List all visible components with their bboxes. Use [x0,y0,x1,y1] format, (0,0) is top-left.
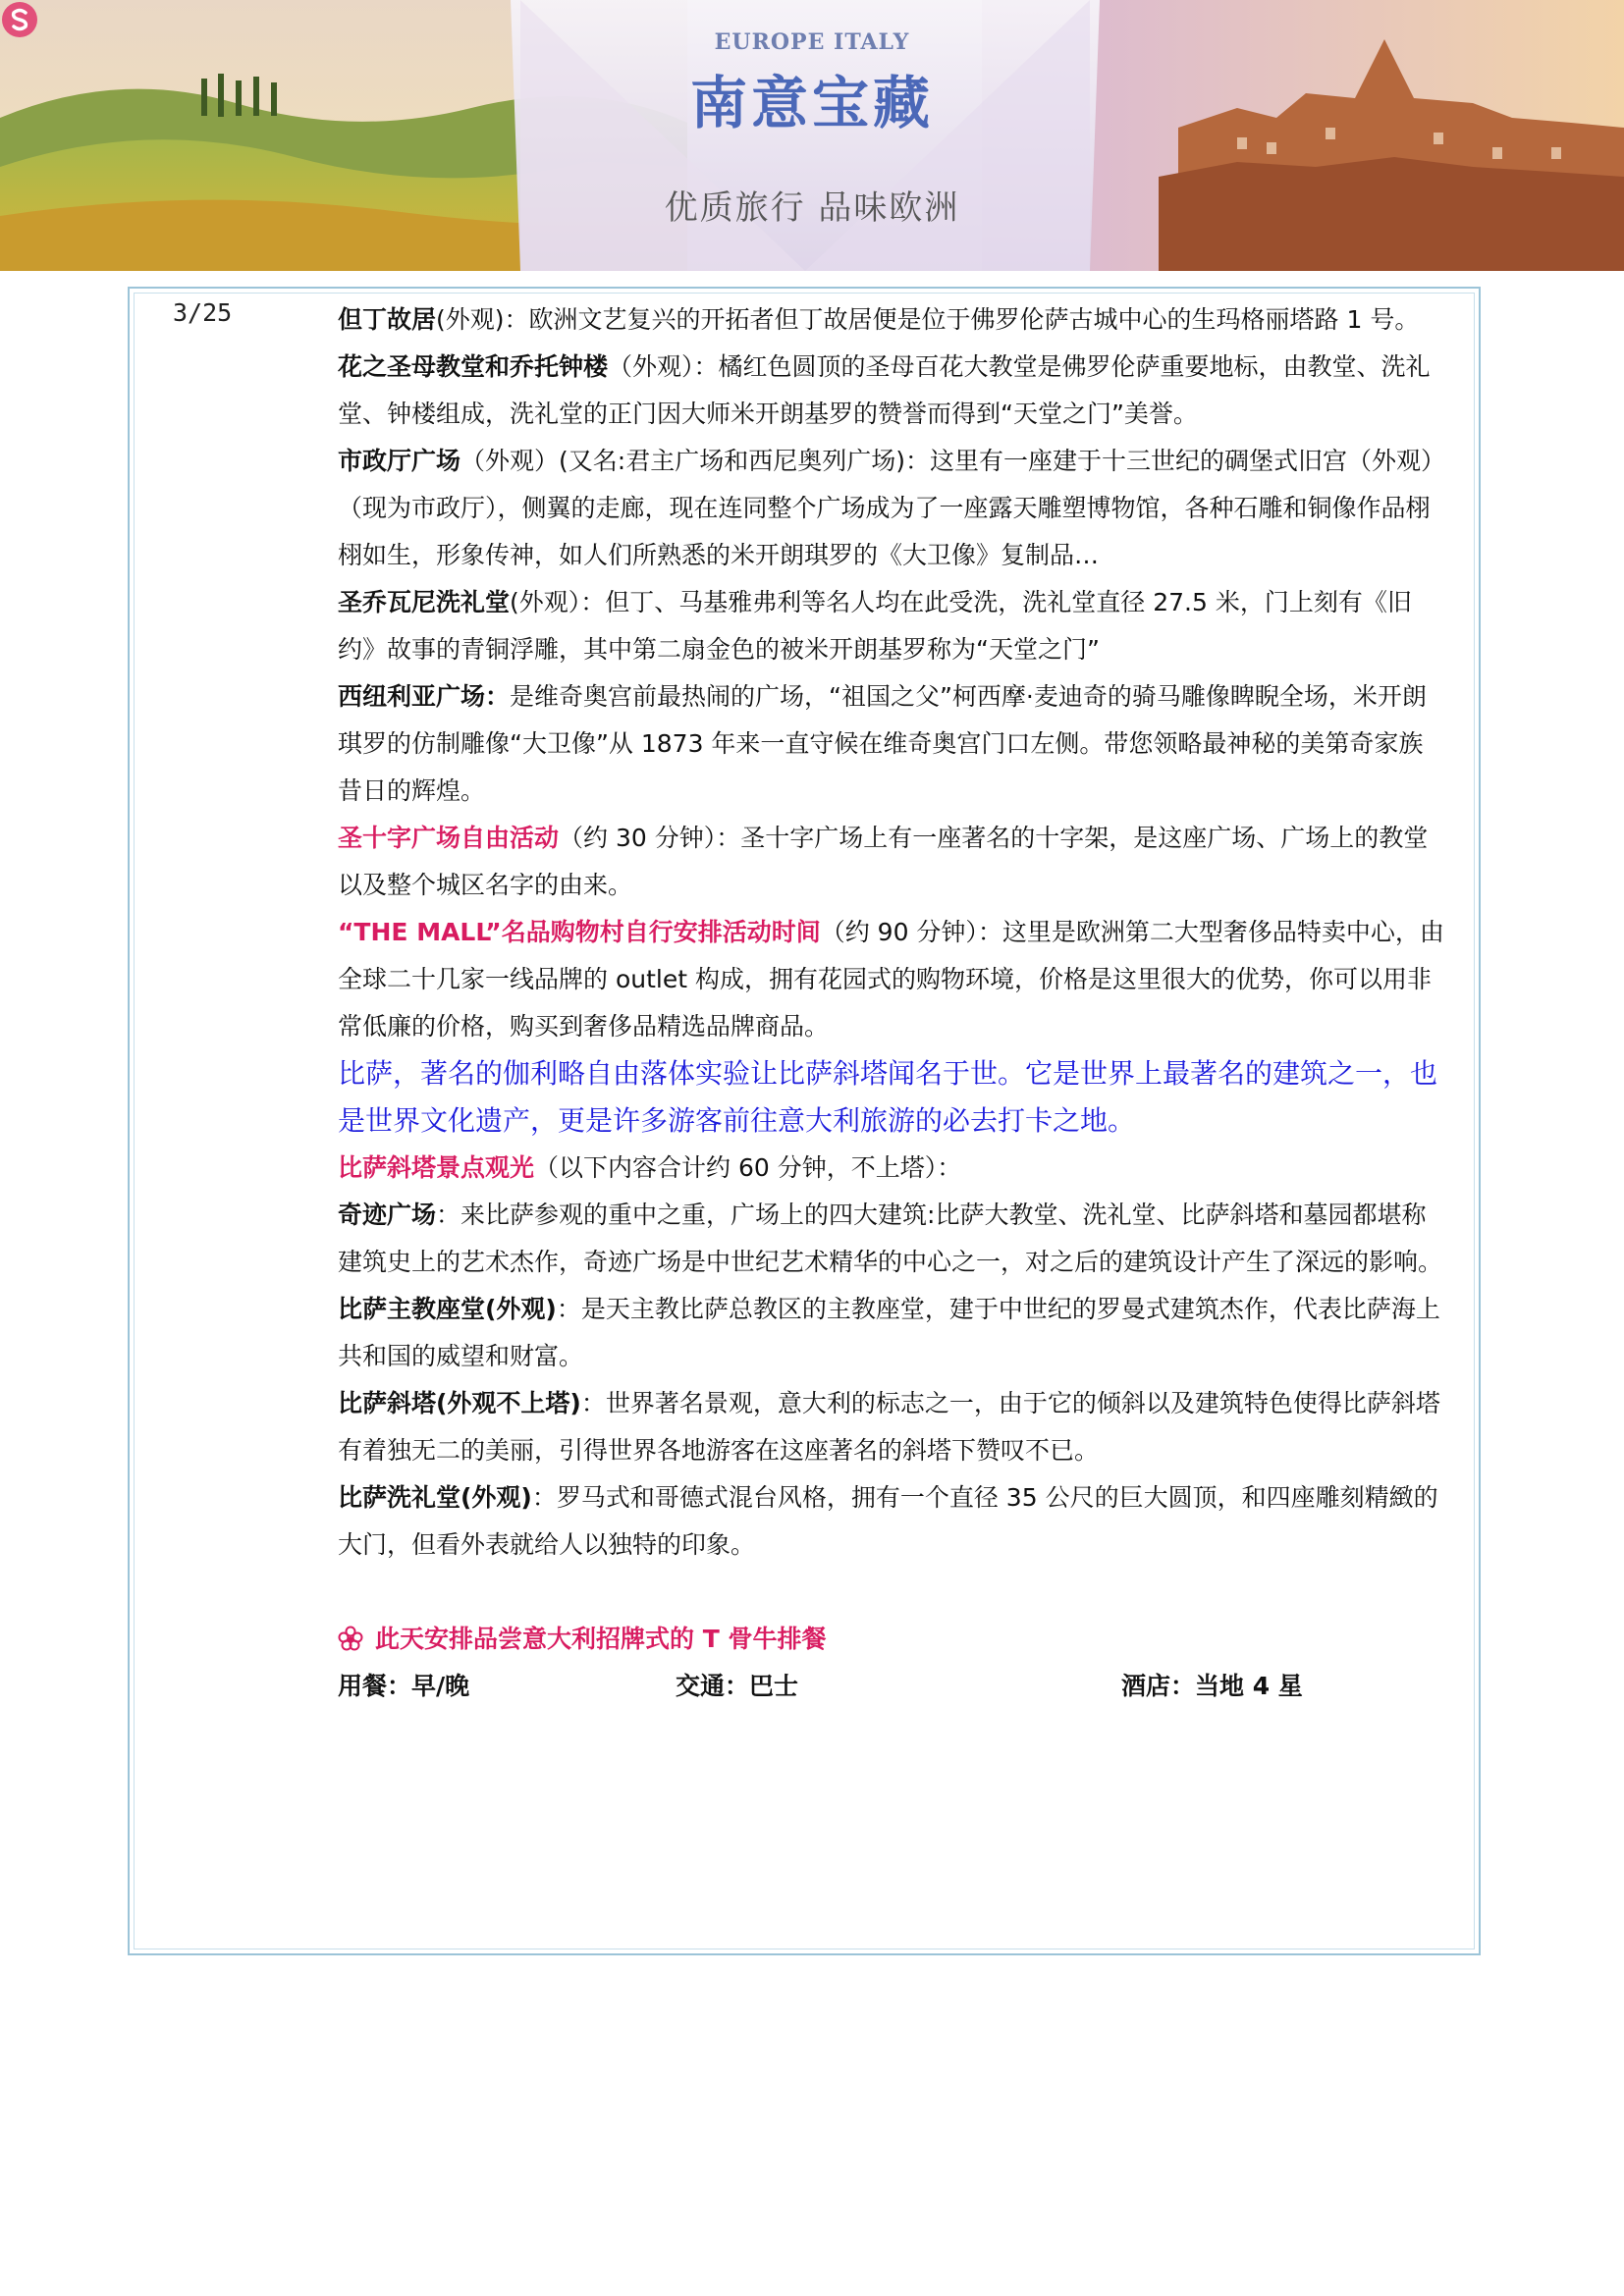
day-summary [338,1663,1447,1710]
paragraph-lead: 但丁故居 [338,305,437,334]
meals-info: 用餐：早/晚 [338,1672,470,1700]
paragraph-lead: 比萨斜塔(外观不上塔) [338,1389,581,1417]
paragraph-pisa-cathedral [338,1286,1447,1380]
paragraph-text: (外观）：但丁、马基雅弗利等名人均在此受洗，洗礼堂直径 27.5 米，门上刻有《旧约》故事的青铜浮雕，其中第二扇金色的被米开朗基罗称为“天堂之门” [338,588,1412,664]
transport-info: 交通：巴士 [676,1672,799,1700]
paragraph-pisa-intro: 比萨，著名的伽利略自由落体实验让比萨斜塔闻名于世。它是世界上最著名的建筑之一，也是世界文化遗产，更是许多游客前往意大利旅游的必去打卡之地。 [338,1057,1438,1137]
paragraph-santa-croce [338,815,1447,909]
header-banner [0,0,1624,271]
paragraph-text: 是维奇奥宫前最热闹的广场，“祖国之父”柯西摩·麦迪奇的骑马雕像睥睨全场，米开朗琪罗的仿制雕像“大卫像”从 1873 年来一直守候在维奇奥宫门口左侧。带您领略最神秘的美第奇家族昔日的辉煌。 [338,682,1427,805]
meal-note [338,1616,1447,1663]
paragraph-lead: 奇迹广场 [338,1201,437,1229]
paragraph-lead: 西纽利亚广场： [338,682,511,711]
meal-note-text: 此天安排品尝意大利招牌式的 T 骨牛排餐 [375,1625,827,1653]
paragraph-lead: “THE MALL”名品购物村自行安排活动时间 [338,918,821,946]
itinerary-content [338,296,1447,1710]
brand-subtitle: EUROPE ITALY [714,29,910,55]
paragraph-miracoli [338,1192,1447,1286]
paragraph-baptistery [338,579,1447,673]
paragraph-duomo [338,344,1447,438]
brand-title: 南意宝藏 [689,70,934,136]
flower-icon [338,1626,363,1651]
itinerary-date: 3/25 [173,298,233,327]
spacer [338,1569,1447,1616]
paragraph-text: （外观）(又名:君主广场和西尼奥列广场)：这里有一座建于十三世纪的碉堡式旧宫（外观）（现为市政厅），侧翼的走廊，现在连同整个广场成为了一座露天雕塑博物馆，各种石雕和铜像作品栩栩如生，形象传神，如人们所熟悉的米开朗琪罗的《大卫像》复制品… [338,447,1445,569]
paragraph-pisa-baptistery [338,1474,1447,1569]
paragraph-lead: 比萨斜塔景点观光 [338,1153,535,1182]
hotel-info: 酒店：当地 4 星 [1121,1672,1303,1700]
paragraph-text: （约 90 分钟）：这里是欧洲第二大型奢侈品特卖中心，由全球二十几家一线品牌的 outlet 构成，拥有花园式的购物环境，价格是这里很大的优势，你可以用非常低廉的价格，购买到奢侈品精选品牌商品。 [338,918,1444,1041]
paragraph-text: （以下内容合计约 60 分钟，不上塔）： [534,1153,962,1182]
paragraph-pisa-sightseeing [338,1145,1447,1192]
paragraph-text: ：世界著名景观，意大利的标志之一，由于它的倾斜以及建筑特色使得比萨斜塔有着独无二的美丽，引得世界各地游客在这座著名的斜塔下赞叹不已。 [338,1389,1440,1465]
paragraph-lead: 圣十字广场自由活动 [338,824,560,852]
paragraph-signoria [338,438,1447,579]
paragraph-lead: 比萨主教座堂(外观) [338,1295,557,1323]
paragraph-text: ：是天主教比萨总教区的主教座堂，建于中世纪的罗曼式建筑杰作，代表比萨海上共和国的威望和财富。 [338,1295,1440,1370]
paragraph-lead: 花之圣母教堂和乔托钟楼 [338,352,609,381]
paragraph-text: (外观)：欧洲文艺复兴的开拓者但丁故居便是位于佛罗伦萨古城中心的生玛格丽塔路 1 号。 [436,305,1420,334]
paragraph-lead: 市政厅广场 [338,447,461,475]
paragraph-piazza [338,673,1447,815]
paragraph-dante-house [338,296,1447,344]
paragraph-text: ：罗马式和哥德式混台风格，拥有一个直径 35 公尺的巨大圆顶，和四座雕刻精緻的大门，但看外表就给人以独特的印象。 [338,1483,1438,1559]
paragraph-leaning-tower [338,1380,1447,1474]
brand-logo-icon [0,0,39,39]
brand-slogan: 优质旅行 品味欧洲 [664,188,960,228]
paragraph-text: ：来比萨参观的重中之重，广场上的四大建筑:比萨大教堂、洗礼堂、比萨斜塔和墓园都堪称建筑史上的艺术杰作，奇迹广场是中世纪艺术精华的中心之一，对之后的建筑设计产生了深远的影响。 [338,1201,1443,1276]
itinerary-day-box [128,287,1481,1955]
paragraph-lead: 比萨洗礼堂(外观) [338,1483,532,1512]
paragraph-text: （约 30 分钟）：圣十字广场上有一座著名的十字架，是这座广场、广场上的教堂以及整个城区名字的由来。 [338,824,1429,899]
paragraph-lead: 圣乔瓦尼洗礼堂 [338,588,511,616]
paragraph-text: （外观）：橘红色圆顶的圣母百花大教堂是佛罗伦萨重要地标，由教堂、洗礼堂、钟楼组成，洗礼堂的正门因大师米开朗基罗的赞誉而得到“天堂之门”美誉。 [338,352,1431,428]
paragraph-the-mall [338,909,1447,1050]
